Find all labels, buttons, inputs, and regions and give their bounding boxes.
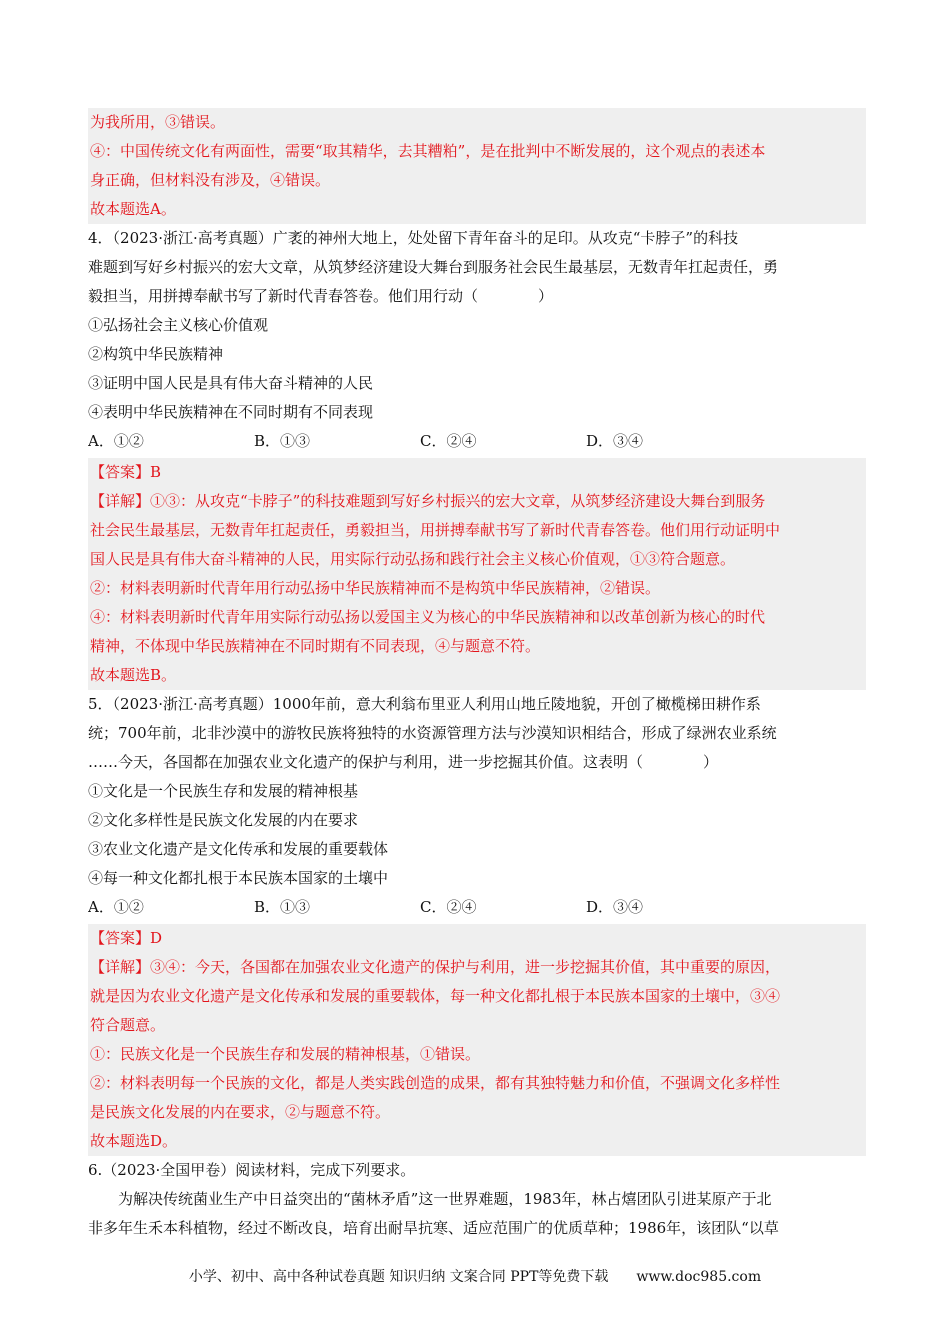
- q4-answer-block: [88, 458, 866, 690]
- q5-item: ②文化多样性是民族文化发展的内在要求: [88, 811, 359, 829]
- q5-detail-line: ①：民族文化是一个民族生存和发展的精神根基，①错误。: [88, 1040, 866, 1069]
- q5-item: ①文化是一个民族生存和发展的精神根基: [88, 782, 359, 800]
- q5-detail-line: 【详解】③④：今天，各国都在加强农业文化遗产的保护与利用，进一步挖掘其价值，其中重要的原因，: [88, 953, 866, 982]
- question-5: [88, 690, 866, 1156]
- q6-stem: 6.（2023·全国甲卷）阅读材料，完成下列要求。: [88, 1161, 416, 1179]
- q5-item: ③农业文化遗产是文化传承和发展的重要载体: [88, 840, 389, 858]
- prev-line: 身正确，但材料没有涉及，④错误。: [88, 166, 866, 195]
- q4-detail-line: 精神，不体现中华民族精神在不同时期有不同表现，④与题意不符。: [88, 632, 866, 661]
- q5-stem-line: 5．（2023·浙江·高考真题）1000年前，意大利翁布里亚人利用山地丘陵地貌，开创了橄榄梯田耕作系: [88, 695, 761, 713]
- q4-option-d: D．③④: [586, 432, 644, 450]
- page-footer: 小学、初中、高中各种试卷真题 知识归纳 文案合同 PPT等免费下载 www.doc985.com: [188, 1269, 762, 1285]
- prev-line: 为我所用，③错误。: [88, 108, 866, 137]
- q4-detail-line: 【详解】①③：从攻克“卡脖子”的科技难题到写好乡村振兴的宏大文章，从筑梦经济建设大舞台到服务: [88, 487, 866, 516]
- q5-option-b: B．①③: [254, 898, 311, 916]
- q4-option-a: A．①②: [88, 432, 144, 450]
- q4-item: ①弘扬社会主义核心价值观: [88, 316, 269, 334]
- q5-detail-line: 是民族文化发展的内在要求，②与题意不符。: [88, 1098, 866, 1127]
- q5-item: ④每一种文化都扎根于本民族本国家的土壤中: [88, 869, 389, 887]
- q5-detail-line: ②：材料表明每一个民族的文化，都是人类实践创造的成果，都有其独特魅力和价值，不强调文化多样性: [88, 1069, 866, 1098]
- q4-detail-line: 社会民生最基层，无数青年扛起责任，勇毅担当，用拼搏奉献书写了新时代青春答卷。他们用行动证明中: [88, 516, 866, 545]
- q4-option-b: B．①③: [254, 432, 311, 450]
- q4-stem-line: 毅担当，用拼搏奉献书写了新时代青春答卷。他们用行动（ ）: [88, 287, 554, 305]
- q5-option-a: A．①②: [88, 898, 144, 916]
- q5-option-d: D．③④: [586, 898, 644, 916]
- prev-line: 故本题选A。: [88, 195, 866, 224]
- q5-detail-line: 故本题选D。: [88, 1127, 866, 1156]
- q5-options: [88, 893, 866, 922]
- q5-detail-line: 就是因为农业文化遗产是文化传承和发展的重要载体，每一种文化都扎根于本民族本国家的土壤中，③④: [88, 982, 866, 1011]
- q4-stem-line: 4．（2023·浙江·高考真题）广袤的神州大地上，处处留下青年奋斗的足印。从攻克“卡脖子”的科技: [88, 229, 739, 247]
- q4-detail-line: 国人民是具有伟大奋斗精神的人民，用实际行动弘扬和践行社会主义核心价值观，①③符合题意。: [88, 545, 866, 574]
- q5-detail-line: 符合题意。: [88, 1011, 866, 1040]
- document-body: [88, 108, 866, 1243]
- q4-detail-line: 故本题选B。: [88, 661, 866, 690]
- q4-detail-line: ④：材料表明新时代青年用实际行动弘扬以爱国主义为核心的中华民族精神和以改革创新为核心的时代: [88, 603, 866, 632]
- q5-answer-block: [88, 924, 866, 1156]
- q4-answer: 【答案】B: [88, 458, 866, 487]
- q5-option-c: C．②④: [420, 898, 477, 916]
- q4-stem-line: 难题到写好乡村振兴的宏大文章，从筑梦经济建设大舞台到服务社会民生最基层，无数青年扛起责任，勇: [88, 258, 779, 276]
- q4-options: [88, 427, 866, 456]
- prev-line: ④：中国传统文化有两面性，需要“取其精华，去其糟粕”，是在批判中不断发展的，这个观点的表述本: [88, 137, 866, 166]
- q4-option-c: C．②④: [420, 432, 477, 450]
- question-6: [88, 1156, 866, 1243]
- q4-item: ④表明中华民族精神在不同时期有不同表现: [88, 403, 374, 421]
- q6-para-line: 为解决传统菌业生产中日益突出的“菌林矛盾”这一世界难题，1983年，林占熺团队引进某原产于北: [118, 1190, 772, 1208]
- q5-answer: 【答案】D: [88, 924, 866, 953]
- q4-item: ②构筑中华民族精神: [88, 345, 224, 363]
- q5-stem-line: 统；700年前，北非沙漠中的游牧民族将独特的水资源管理方法与沙漠知识相结合，形成了绿洲农业系统: [88, 724, 777, 742]
- q4-item: ③证明中国人民是具有伟大奋斗精神的人民: [88, 374, 374, 392]
- question-4: [88, 224, 866, 690]
- prev-answer-block: [88, 108, 866, 224]
- q4-detail-line: ②：材料表明新时代青年用行动弘扬中华民族精神而不是构筑中华民族精神，②错误。: [88, 574, 866, 603]
- q5-stem-line: ……今天，各国都在加强农业文化遗产的保护与利用，进一步挖掘其价值。这表明（ ）: [88, 753, 719, 771]
- q6-para-line: 非多年生禾本科植物，经过不断改良，培育出耐旱抗寒、适应范围广的优质草种；1986年，该团队“以草: [88, 1219, 779, 1237]
